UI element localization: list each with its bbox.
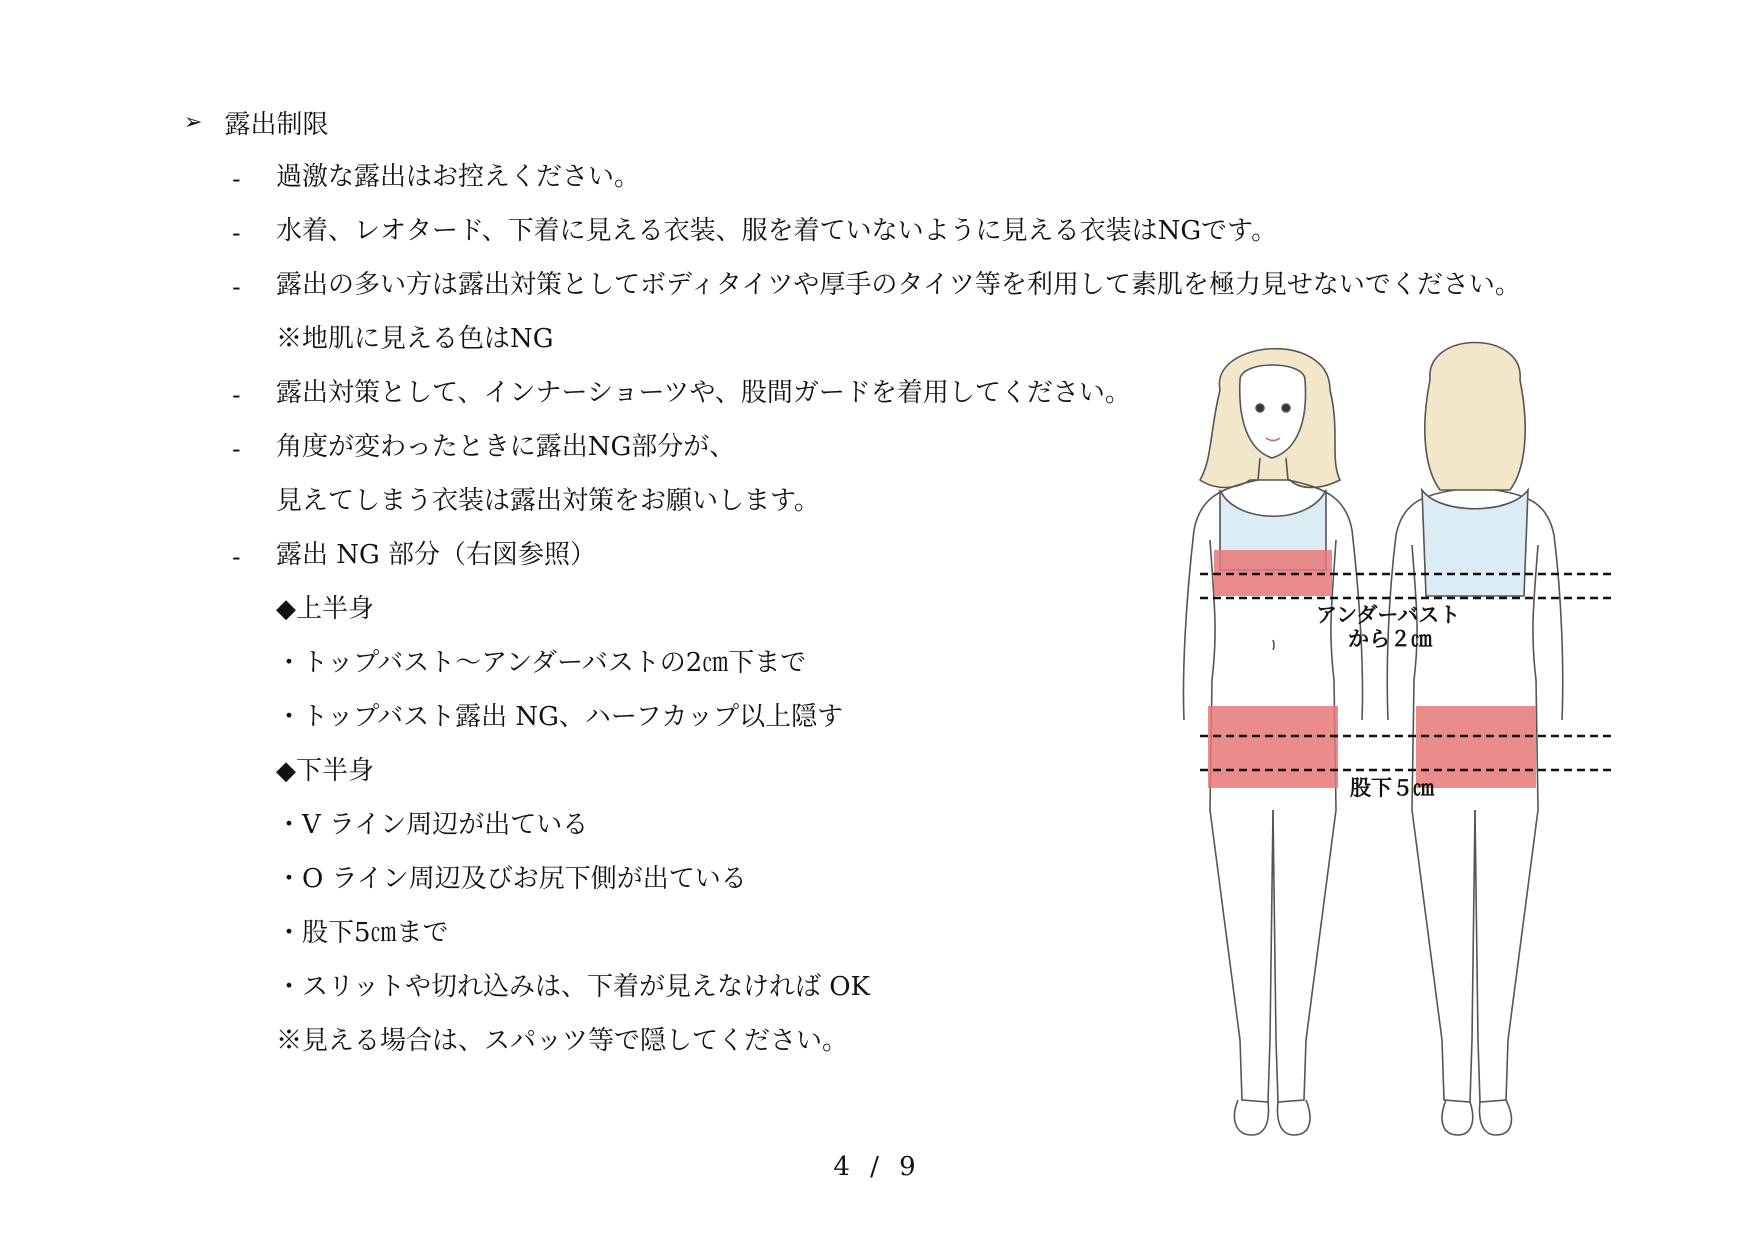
list-item: 過激な露出はお控えください。 bbox=[276, 162, 641, 192]
front-figure bbox=[1183, 349, 1362, 1135]
list-item: 露出の多い方は露出対策としてボディタイツや厚手のタイツ等を利用して素肌を極力見せないでください。 bbox=[276, 270, 1521, 300]
arrowhead-icon: ➢ bbox=[184, 110, 203, 135]
list-note: ・トップバスト～アンダーバストの2㎝下まで bbox=[276, 648, 807, 678]
list-note: ・トップバスト露出 NG、ハーフカップ以上隠す bbox=[276, 702, 844, 732]
list-note: ◆下半身 bbox=[276, 756, 374, 786]
list-note: ・スリットや切れ込みは、下着が見えなければ OK bbox=[276, 972, 870, 1002]
list-item: 露出 NG 部分（右図参照） bbox=[276, 540, 597, 570]
page-number: 4 / 9 bbox=[833, 1152, 922, 1182]
bullet-dash: - bbox=[232, 165, 241, 193]
back-figure bbox=[1387, 343, 1562, 1136]
bullet-dash: - bbox=[232, 381, 241, 409]
bullet-dash: - bbox=[232, 435, 241, 463]
list-note: ・股下5㎝まで bbox=[276, 918, 449, 948]
bullet-dash: - bbox=[232, 219, 241, 247]
list-note: ◆上半身 bbox=[276, 594, 374, 624]
bullet-dash: - bbox=[232, 273, 241, 301]
list-note: ※見える場合は、スパッツ等で隠してください。 bbox=[276, 1026, 849, 1056]
section-title: 露出制限 bbox=[224, 110, 329, 140]
body-diagram bbox=[1180, 340, 1630, 1140]
list-item: 水着、レオタード、下着に見える衣装、服を着ていないように見える衣装はNGです。 bbox=[276, 216, 1278, 246]
section-heading bbox=[184, 104, 328, 141]
list-item: 露出対策として、インナーショーツや、股間ガードを着用してください。 bbox=[276, 378, 1131, 408]
underbust-label-2: から２㎝ bbox=[1348, 626, 1432, 651]
underbust-label: アンダーバスト bbox=[1316, 602, 1461, 627]
bullet-dash: - bbox=[232, 543, 241, 571]
list-note: ・O ライン周辺及びお尻下側が出ている bbox=[276, 864, 747, 894]
list-note: ・V ライン周辺が出ている bbox=[276, 810, 589, 840]
list-item: 角度が変わったときに露出NG部分が、 bbox=[276, 432, 736, 462]
list-note: 見えてしまう衣装は露出対策をお願いします。 bbox=[276, 486, 820, 516]
inseam-label: 股下５㎝ bbox=[1350, 775, 1434, 800]
list-note: ※地肌に見える色はNG bbox=[276, 324, 554, 354]
